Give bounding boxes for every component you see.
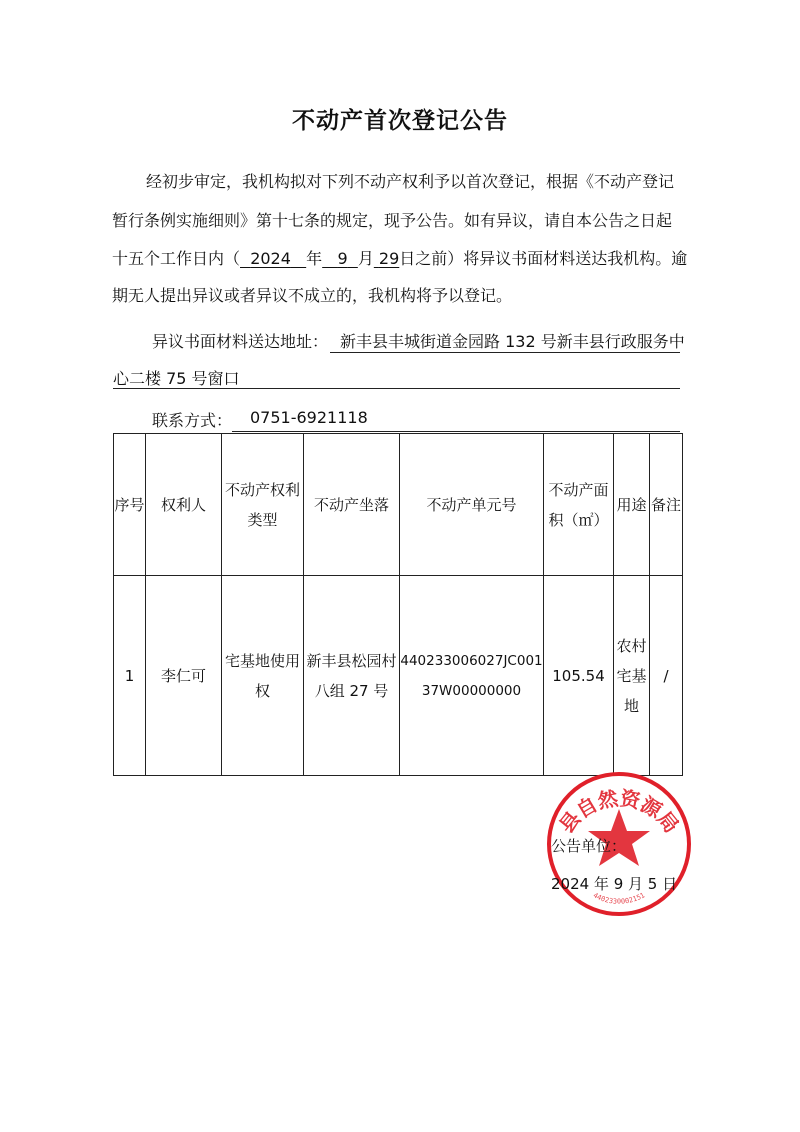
cell-usage: 农村宅基地 [614, 576, 650, 776]
address-underline-1 [330, 352, 680, 353]
header-note: 备注 [650, 434, 683, 576]
notice-paragraph [112, 171, 692, 193]
cell-seq: 1 [114, 576, 146, 776]
body-line-3-suffix: 日之前）将异议书面材料送达我机构。逾 [399, 249, 688, 268]
header-right-type: 不动产权利类型 [222, 434, 304, 576]
seal-code: 4402330002151 [591, 891, 647, 906]
property-table [113, 433, 683, 776]
cell-area: 105.54 [544, 576, 614, 776]
address-value-2: 心二楼 75 号窗口 [113, 369, 240, 388]
deadline-month: 9 [337, 249, 348, 268]
table-row [114, 576, 683, 776]
address-label: 异议书面材料送达地址： [152, 332, 329, 351]
seal-text: 县自然资源局 [554, 785, 684, 838]
cell-location: 新丰县松园村八组 27 号 [304, 576, 400, 776]
issuing-unit-label: 公告单位： [551, 837, 627, 855]
cell-note: / [650, 576, 683, 776]
body-line-3 [112, 246, 687, 269]
cell-holder: 李仁可 [146, 576, 222, 776]
month-unit: 月 [357, 249, 374, 268]
issue-date: 2024 年 9 月 5 日 [551, 875, 678, 893]
header-usage: 用途 [614, 434, 650, 576]
header-holder: 权利人 [146, 434, 222, 576]
table-header-row [114, 434, 683, 576]
contact-label: 联系方式： [152, 411, 233, 430]
contact-value: 0751-6921118 [250, 408, 368, 427]
document-title: 不动产首次登记公告 [292, 108, 508, 134]
contact-underline [232, 431, 680, 432]
deadline-day: 29 [378, 249, 400, 268]
body-line-4: 期无人提出异议或者异议不成立的，我机构将予以登记。 [112, 286, 513, 305]
header-location: 不动产坐落 [304, 434, 400, 576]
address-value-1: 新丰县丰城街道金园路 132 号新丰县行政服务中 [340, 332, 685, 351]
header-area: 不动产面积（㎡） [544, 434, 614, 576]
cell-unit-no: 440233006027JC00137W00000000 [400, 576, 544, 776]
cell-right-type: 宅基地使用权 [222, 576, 304, 776]
body-line-1: 经初步审定，我机构拟对下列不动产权利予以首次登记，根据《不动产登记 [146, 172, 675, 191]
year-unit: 年 [306, 249, 323, 268]
body-line-3-prefix: 十五个工作日内（ [112, 249, 241, 268]
header-seq: 序号 [114, 434, 146, 576]
body-line-2: 暂行条例实施细则》第十七条的规定，现予公告。如有异议，请自本公告之日起 [112, 211, 673, 230]
address-underline-2 [113, 388, 680, 389]
header-unit-no: 不动产单元号 [400, 434, 544, 576]
deadline-year: 2024 [250, 249, 291, 268]
